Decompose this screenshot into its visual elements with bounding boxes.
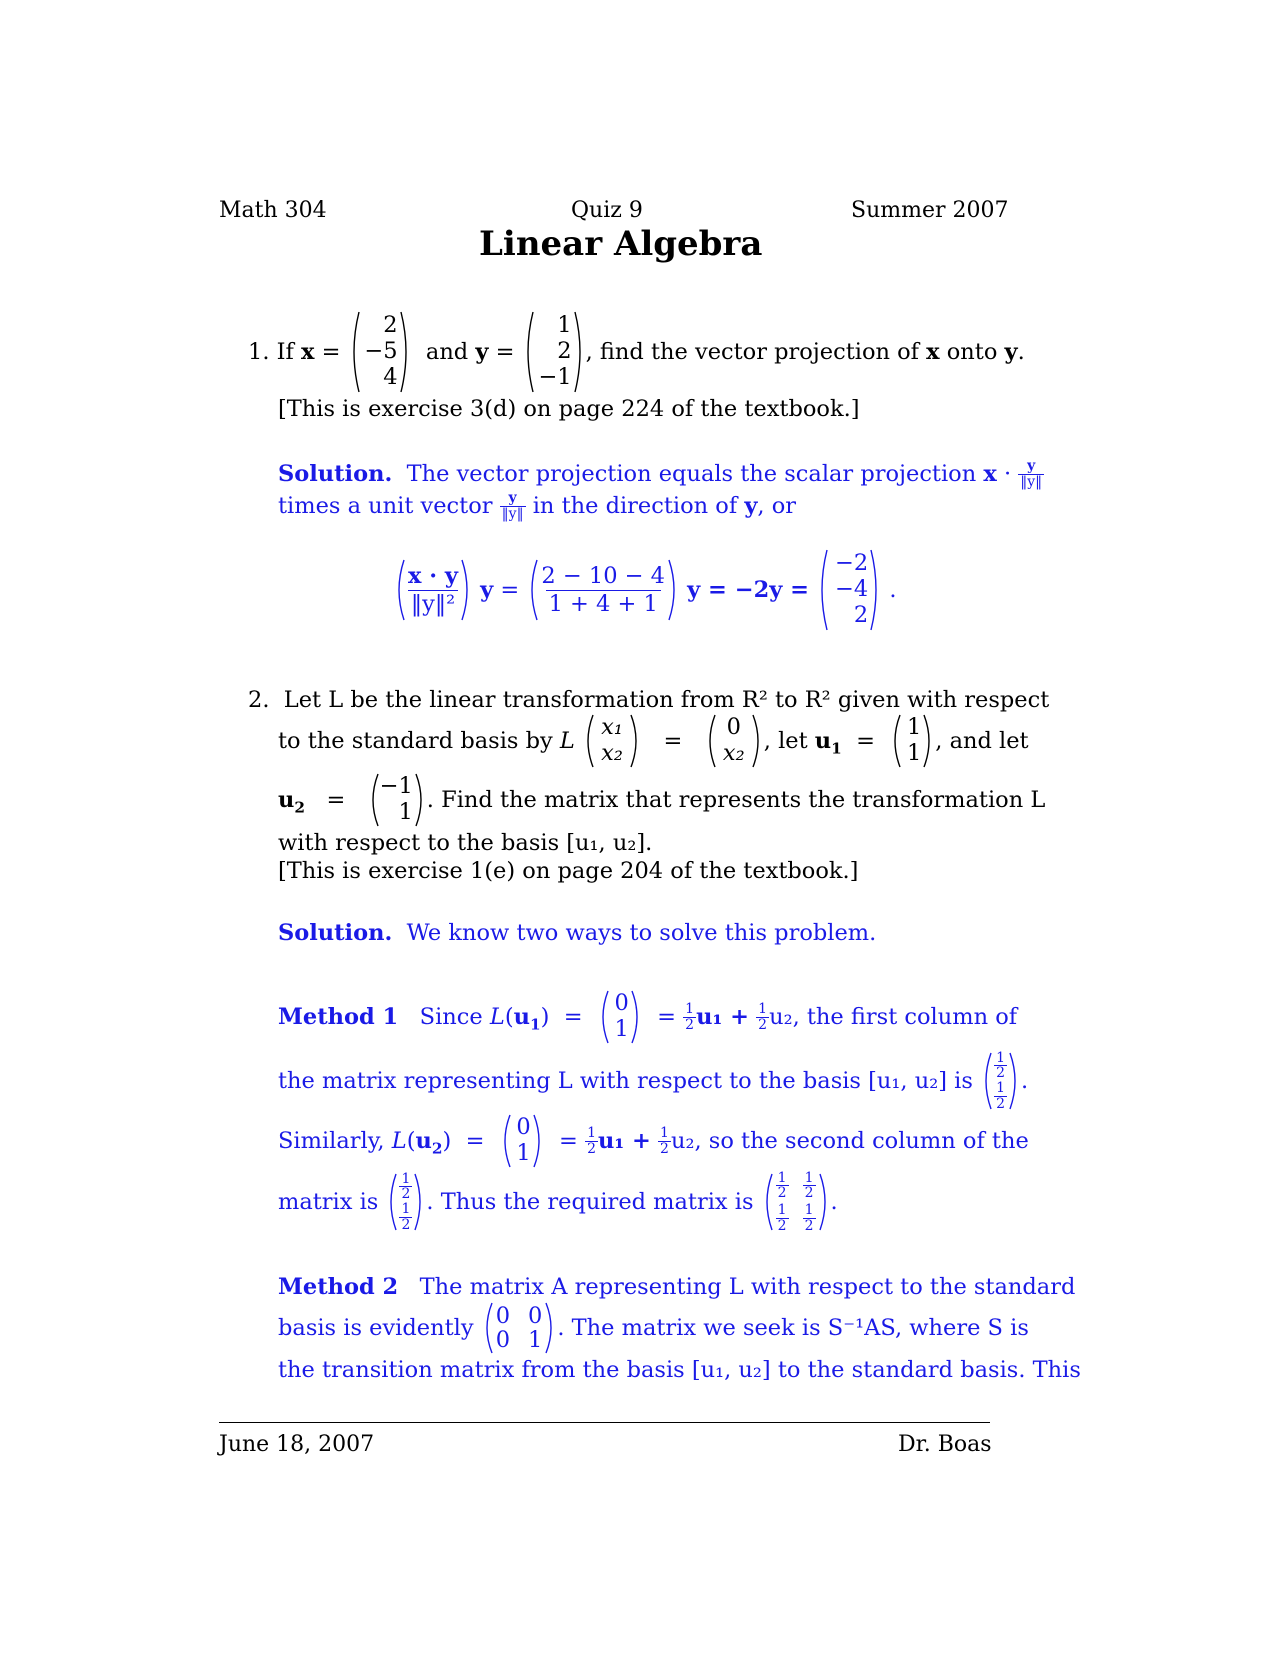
- problem-2-text: to the standard basis by: [278, 727, 553, 754]
- result-vector: [816, 548, 882, 632]
- fraction-denominator: 2: [401, 1216, 411, 1233]
- matrix-entry: 1: [528, 1327, 543, 1353]
- y-symbol: y: [480, 576, 494, 603]
- input-vector: [582, 713, 642, 769]
- problem-1-number: 1.: [248, 338, 270, 365]
- result-vector-entry: 2: [853, 601, 869, 628]
- x-vector-entry: 2: [383, 312, 398, 339]
- u2-vector-entry: −1: [379, 773, 413, 800]
- method-1-text: the matrix representing L with respect to the basis [u₁, u₂] is: [278, 1067, 973, 1094]
- fraction-denominator: ‖y‖: [1020, 473, 1043, 490]
- x-symbol: x: [926, 338, 940, 365]
- method-1-text: matrix is: [278, 1188, 379, 1215]
- problem-1-onto: onto: [946, 338, 998, 365]
- fraction-denominator: 2: [804, 1185, 814, 1202]
- fraction-denominator: 2: [996, 1065, 1005, 1082]
- fraction-numerator: 1: [996, 1049, 1005, 1066]
- equation-middle: y = −2y =: [687, 576, 810, 603]
- method-1-text: Similarly,: [278, 1127, 385, 1154]
- footer-author: Dr. Boas: [898, 1432, 992, 1457]
- matrix-entry: 0: [495, 1327, 511, 1353]
- x-symbol: x: [301, 338, 315, 365]
- problem-1-if: If: [276, 338, 294, 365]
- fraction-numerator: 1: [777, 1169, 787, 1186]
- y-symbol: y: [475, 338, 489, 365]
- u1-vector-entry: 1: [906, 740, 922, 766]
- standard-matrix-A: [481, 1301, 558, 1355]
- method-2-text: basis is evidently: [278, 1314, 474, 1341]
- term-label: Summer 2007: [851, 198, 1009, 223]
- solution-label: Solution.: [278, 920, 393, 946]
- footer-divider: [219, 1422, 990, 1423]
- vector-entry: 0: [516, 1114, 531, 1141]
- method-1-line1: Method 1 Since L ( $u_1$ ) = 0 1 = $\frac{1}{2}$ u₁ + $\frac{1}{2}$ u₂, the first column of: [278, 988, 1017, 1046]
- fraction-numerator: 1: [758, 1000, 768, 1017]
- fraction-denominator: 2: [660, 1140, 669, 1157]
- footer-date: June 18, 2007: [219, 1432, 375, 1457]
- fraction-denominator: ‖y‖²: [408, 590, 458, 618]
- method-1-line4: matrix is $\frac{1}{2}$ $\frac{1}{2}$ . Thus the required matrix is $\frac{1}{2}$ $\frac{1}{2}$ $\frac{1}{2}$ $\frac{1}{2}$ .: [278, 1169, 838, 1234]
- fraction-numerator: 1: [996, 1080, 1005, 1096]
- result-vector-entry: −2: [835, 550, 869, 577]
- problem-2-text: , and let: [935, 727, 1029, 754]
- solution-1-text: The vector projection equals the scalar projection: [406, 460, 977, 487]
- fraction-numerator: 2 − 10 − 4: [541, 562, 665, 589]
- vector-entry: 1: [614, 1016, 629, 1042]
- equals-sign: =: [495, 338, 515, 365]
- solution-1-text: , or: [757, 492, 796, 519]
- first-column-vector: [980, 1051, 1021, 1112]
- problem-1-statement: 1. If x = 2 −5 4 and y = 1 2 −1 , find the vector projection of x onto y .: [248, 310, 1025, 394]
- problem-1-find: , find the vector projection of: [585, 338, 920, 365]
- fraction-numerator: 1: [777, 1202, 787, 1218]
- solution-1-text: times a unit vector: [278, 492, 493, 519]
- problem-2-number: 2.: [248, 687, 270, 713]
- problem-2-text: Let L be the linear transformation from R² to R² given with respect: [283, 687, 1050, 713]
- fraction-numerator: 1: [804, 1169, 814, 1186]
- method-2-line3: the transition matrix from the basis [u₁, u₂] to the standard basis. This: [278, 1357, 1081, 1383]
- x-vector: [348, 310, 412, 394]
- fraction-denominator: 2: [777, 1217, 787, 1234]
- problem-2-line3: $u_2$ = −1 1 . Find the matrix that represents the transformation L: [278, 771, 1045, 829]
- matrix-entry: 0: [528, 1302, 543, 1329]
- equals-sign: =: [321, 338, 341, 365]
- problem-2-note: [This is exercise 1(e) on page 204 of the textbook.]: [278, 858, 859, 884]
- problem-2-line2: to the standard basis by L x₁ x₂ = 0 x₂ , let $u_1$ = 1 1 , and let: [278, 712, 1029, 770]
- projection-equation: $\frac{x \cdot y}{\text{‖y‖²}}$ y = $\frac{2 - 10 - 4}{1 + 4 + 1}$ y = −2y = −2 −4 2 .: [393, 548, 896, 632]
- output-vector: [704, 713, 764, 769]
- matrix-entry: 0: [495, 1302, 511, 1329]
- solution-2-intro: [278, 922, 876, 945]
- second-column-vector: [385, 1172, 426, 1233]
- fraction-numerator: 1: [587, 1124, 596, 1141]
- fraction-numerator: 1: [401, 1201, 411, 1217]
- x-symbol: x: [983, 460, 997, 487]
- fraction-denominator: 2: [996, 1095, 1005, 1112]
- method-1-text: u₂, so the second column of the: [670, 1127, 1029, 1154]
- y-vector-entry: 1: [557, 312, 572, 339]
- x-vector-entry: 4: [383, 363, 398, 390]
- u1-vector-entry: 1: [906, 714, 922, 741]
- y-symbol: y: [1004, 338, 1018, 365]
- u2-vector: [367, 772, 427, 828]
- projection-coefficient: [393, 558, 473, 622]
- course-label: Math 304: [219, 198, 327, 223]
- method-1-text: u₂, the first column of: [769, 1003, 1018, 1030]
- unit-vector-fraction: [500, 491, 526, 521]
- y-vector: [522, 310, 586, 394]
- solution-2-text: We know two ways to solve this problem.: [406, 920, 877, 946]
- vector-entry: 0: [614, 990, 629, 1017]
- solution-1-text: in the direction of: [532, 492, 738, 519]
- unit-vector-fraction: [1018, 459, 1044, 489]
- l-u1-vector: [597, 989, 643, 1045]
- solution-1-line1: Solution. The vector projection equals the scalar projection x · $\frac{y}{‖y‖}$: [278, 458, 1043, 490]
- problem-2-line1: [248, 689, 1049, 712]
- y-vector-entry: 2: [557, 338, 572, 365]
- projection-coefficient-numeric: [526, 558, 680, 622]
- fraction-numerator: 1: [804, 1202, 814, 1218]
- fraction-numerator: 1: [660, 1124, 669, 1141]
- quiz-label: Quiz 9: [571, 198, 643, 223]
- page-title: Linear Algebra: [479, 224, 763, 264]
- fraction-denominator: 1 + 4 + 1: [546, 590, 661, 618]
- fraction-numerator: 1: [685, 1000, 695, 1017]
- required-matrix: [761, 1171, 831, 1234]
- problem-2-line4: with respect to the basis [u₁, u₂].: [278, 830, 653, 856]
- solution-label: Solution.: [278, 460, 393, 487]
- method-1-label: Method 1: [278, 1003, 399, 1030]
- l-u2-vector: [499, 1113, 545, 1169]
- input-vector-entry: x₂: [601, 740, 623, 766]
- problem-1-note: [This is exercise 3(d) on page 224 of the textbook.]: [278, 396, 860, 422]
- y-symbol: y: [744, 492, 758, 519]
- method-1-line3: Similarly, L ( $u_2$ ) = 0 1 = $\frac{1}{2}$ u₁ + $\frac{1}{2}$ u₂, so the second column of the: [278, 1112, 1029, 1170]
- output-vector-entry: 0: [726, 714, 741, 741]
- fraction-denominator: 2: [758, 1016, 768, 1033]
- method-1-text: u₁ +: [597, 1127, 651, 1154]
- fraction-denominator: 2: [587, 1140, 596, 1157]
- method-2-text: The matrix A representing L with respect to the standard: [419, 1274, 1076, 1300]
- method-1-text: Since: [419, 1003, 483, 1030]
- problem-2-text: . Find the matrix that represents the transformation L: [426, 786, 1046, 813]
- method-2-text: . The matrix we seek is S⁻¹AS, where S is: [557, 1314, 1029, 1341]
- u1-vector: [889, 713, 935, 769]
- vector-entry: 1: [516, 1140, 531, 1166]
- input-vector-entry: x₁: [601, 714, 623, 741]
- fraction-numerator: x · y: [408, 562, 458, 589]
- fraction-denominator: 2: [804, 1217, 814, 1234]
- output-vector-entry: x₂: [722, 740, 745, 766]
- method-2-line2: [278, 1300, 1029, 1356]
- fraction-numerator: 1: [401, 1170, 411, 1187]
- y-vector-entry: −1: [538, 363, 572, 390]
- fraction-denominator: 2: [777, 1185, 787, 1202]
- method-1-line2: the matrix representing L with respect to the basis [u₁, u₂] is $\frac{1}{2}$ $\frac{1}{2}$ .: [278, 1049, 1029, 1112]
- fraction-numerator: y: [508, 490, 517, 506]
- fraction-numerator: y: [1027, 458, 1036, 474]
- method-2-line1: [278, 1276, 1075, 1299]
- problem-2-text: , let: [763, 727, 808, 754]
- fraction-denominator: ‖y‖: [501, 505, 524, 522]
- problem-1-and: and: [425, 338, 469, 365]
- method-1-text: . Thus the required matrix is: [426, 1188, 754, 1215]
- x-vector-entry: −5: [364, 338, 398, 365]
- method-1-text: u₁ +: [696, 1003, 749, 1030]
- u2-vector-entry: 1: [398, 799, 413, 825]
- fraction-denominator: 2: [401, 1186, 411, 1203]
- method-2-label: Method 2: [278, 1274, 399, 1300]
- solution-1-line2: [278, 491, 796, 521]
- fraction-denominator: 2: [685, 1016, 695, 1033]
- result-vector-entry: −4: [835, 576, 869, 603]
